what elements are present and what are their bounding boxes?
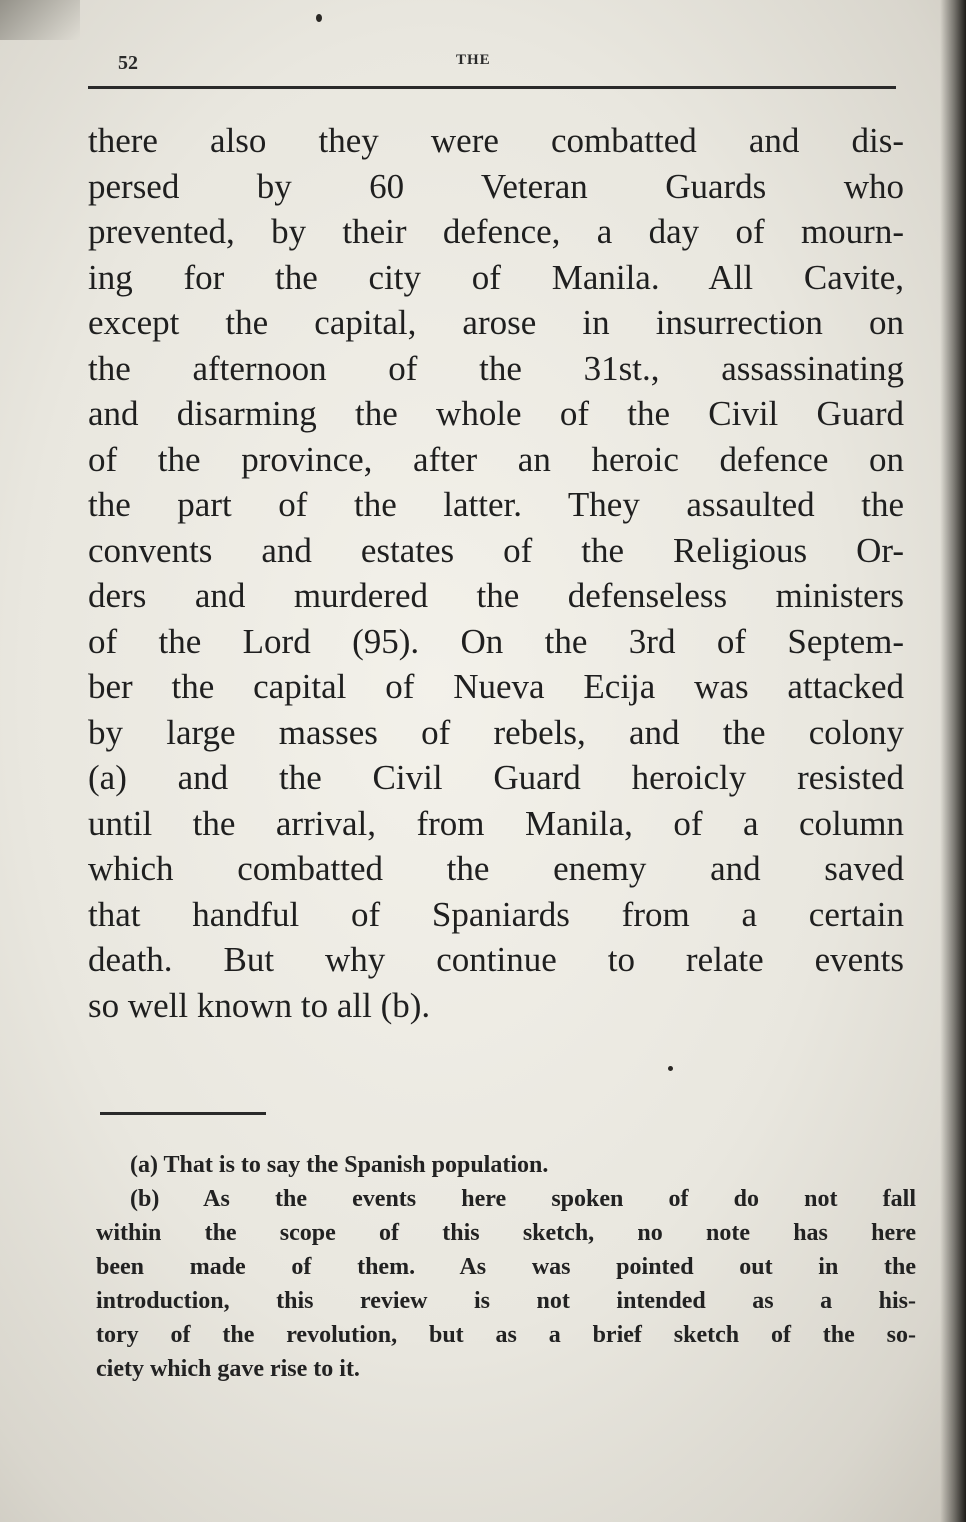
footnote-line: tory of the revolution, but as a brief sketch of the so- xyxy=(96,1322,916,1348)
text-line: the afternoon of the 31st., assassinating xyxy=(88,348,904,388)
text-line: except the capital, arose in insurrection on xyxy=(88,303,904,342)
text-line: persed by 60 Veteran Guards who xyxy=(88,166,904,206)
footnote-rule xyxy=(100,1112,266,1115)
body-paragraph xyxy=(88,118,904,1028)
footnote-line: been made of them. As was pointed out in the xyxy=(96,1254,916,1280)
text-line: ber the capital of Nueva Ecija was attacked xyxy=(88,667,904,706)
footnotes xyxy=(96,1148,916,1386)
text-line: there also they were combatted and dis- xyxy=(88,121,904,160)
text-line: and disarming the whole of the Civil Guard xyxy=(88,394,904,433)
page-number: 52 xyxy=(118,52,138,74)
page-header xyxy=(88,50,896,90)
text-line: by large masses of rebels, and the colony xyxy=(88,712,904,752)
footnote-line: introduction, this review is not intended as a his- xyxy=(96,1288,916,1314)
text-line: so well known to all (b). xyxy=(88,985,431,1025)
running-head: THE xyxy=(456,52,491,68)
header-rule xyxy=(88,86,896,89)
text-line: death. But why continue to relate events xyxy=(88,940,904,979)
text-line: of the Lord (95). On the 3rd of Septem- xyxy=(88,621,904,661)
footnote-line: within the scope of this sketch, no note has here xyxy=(96,1220,916,1246)
text-line: prevented, by their defence, a day of mourn- xyxy=(88,212,904,251)
text-line: of the province, after an heroic defence on xyxy=(88,439,904,479)
ink-speck xyxy=(316,14,322,22)
text-line: the part of the latter. They assaulted the xyxy=(88,485,904,524)
book-spine-shadow xyxy=(940,0,966,1522)
footnote-line: ciety which gave rise to it. xyxy=(96,1356,360,1382)
text-line: ing for the city of Manila. All Cavite, xyxy=(88,257,904,297)
text-line: convents and estates of the Religious Or- xyxy=(88,530,904,570)
page-corner-shading xyxy=(0,0,80,40)
text-line: (a) and the Civil Guard heroicly resisted xyxy=(88,758,904,797)
text-line: ders and murdered the defenseless ministers xyxy=(88,576,904,615)
footnote-b: (b) As the events here spoken of do not fall xyxy=(130,1186,916,1212)
ink-speck xyxy=(668,1066,673,1071)
text-line: which combatted the enemy and saved xyxy=(88,849,904,888)
text-line: until the arrival, from Manila, of a column xyxy=(88,803,904,843)
footnote-a: (a) That is to say the Spanish population. xyxy=(130,1152,549,1178)
text-line: that handful of Spaniards from a certain xyxy=(88,894,904,934)
